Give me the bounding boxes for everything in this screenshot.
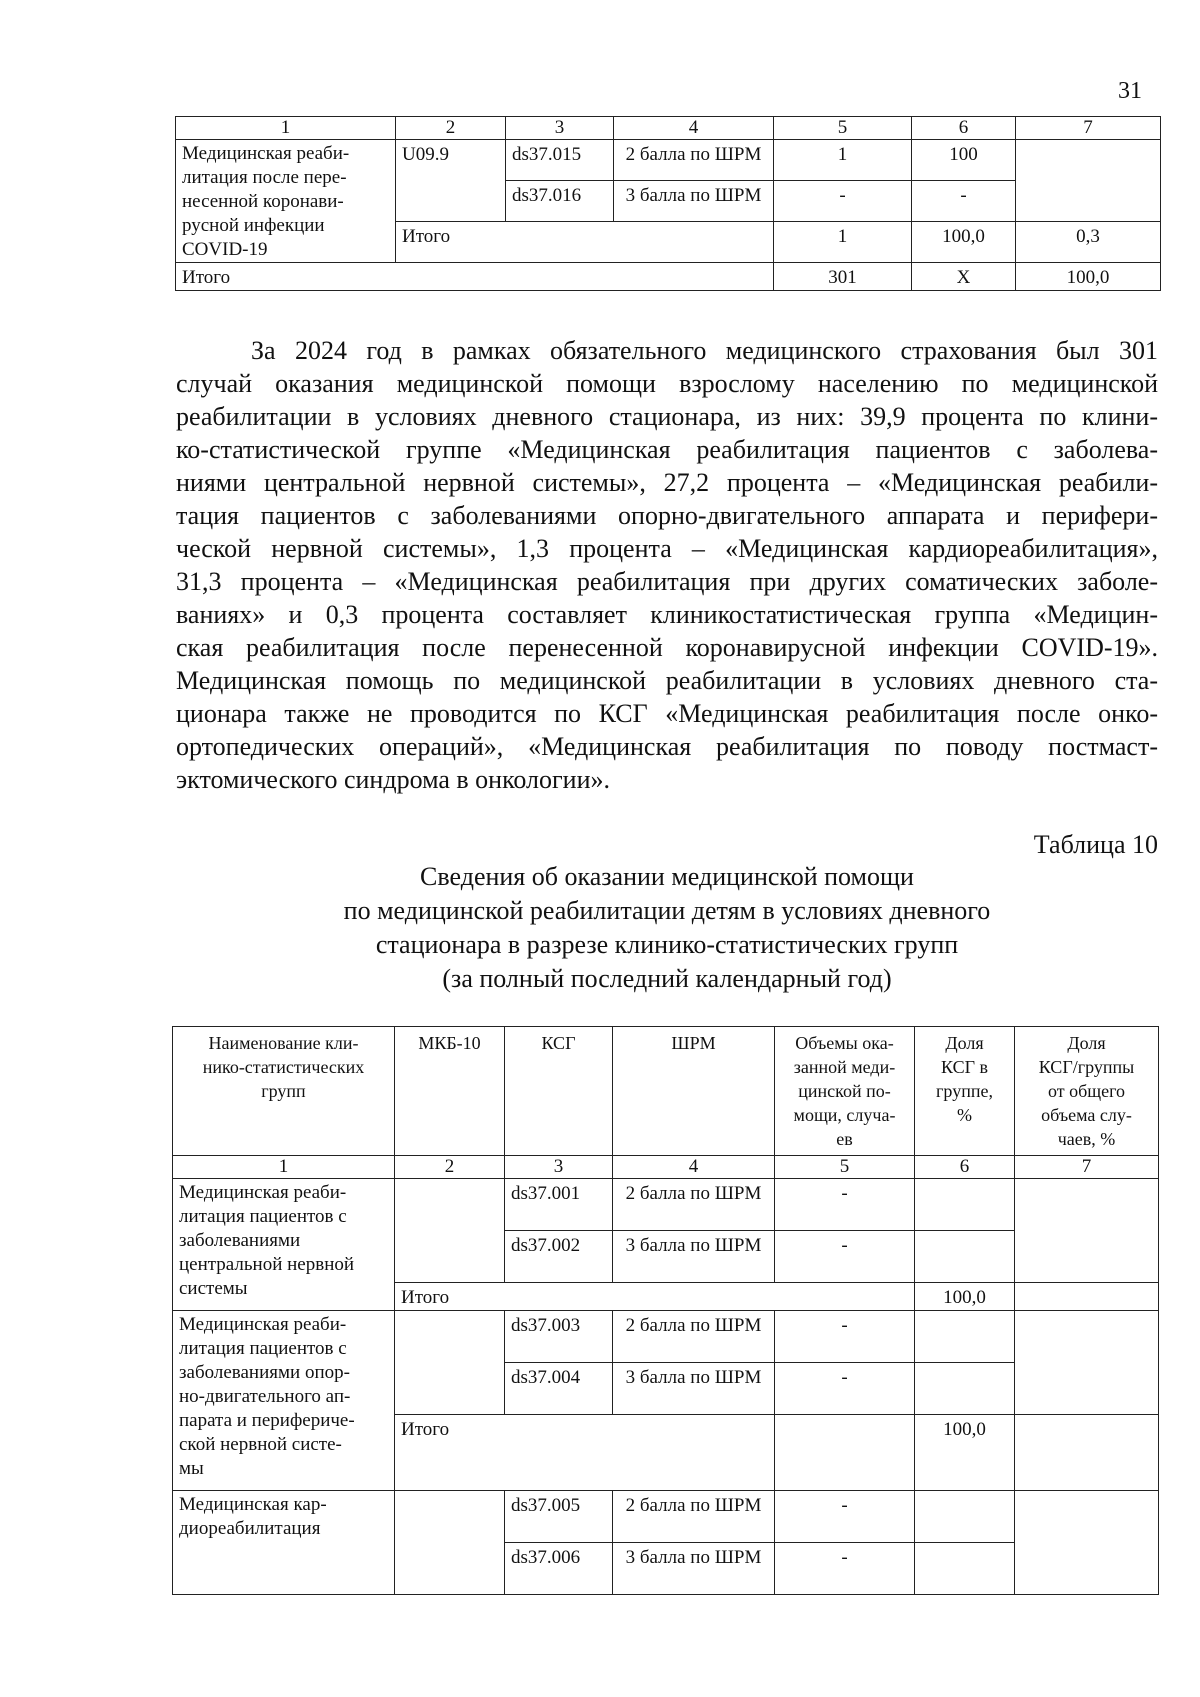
- col-number: 5: [774, 117, 912, 140]
- shrm-cell: 2 балла по ШРМ: [613, 1179, 775, 1231]
- volume-cell: -: [775, 1491, 915, 1543]
- shrm-cell: 2 балла по ШРМ: [613, 1311, 775, 1363]
- header-volume: Объемы ока- занной меди- цинской по- мощи, случа- ев: [775, 1027, 915, 1156]
- column-number-row: [176, 117, 1161, 140]
- share-cell: 100: [912, 140, 1016, 181]
- header-share-total: Доля КСГ/группы от общего объема слу- чаев, %: [1015, 1027, 1159, 1156]
- paragraph-line: ческой нервной системы», 1,3 процента – «Медицинская кардиореабилитация»,: [176, 534, 1158, 563]
- subtotal-label: Итого: [395, 1415, 775, 1491]
- volume-cell: -: [775, 1231, 915, 1283]
- column-number-row: [173, 1156, 1159, 1179]
- col-number: 2: [395, 1156, 505, 1179]
- col-number: 6: [912, 117, 1016, 140]
- paragraph-line: ционара также не проводится по КСГ «Медицинская реабилитация после онко-: [176, 699, 1158, 728]
- paragraph-line: реабилитации в условиях дневного стационара, из них: 39,9 процента по клини-: [176, 402, 1158, 431]
- total-share: X: [912, 263, 1016, 291]
- subtotal-volume: [775, 1415, 915, 1491]
- header-row: [173, 1027, 1159, 1156]
- table-row: [173, 1311, 1159, 1363]
- volume-cell: 1: [774, 140, 912, 181]
- group-name-cell: Медицинская реаби- литация пациентов с заболеваниями центральной нервной системы: [173, 1179, 395, 1311]
- subtotal-label: Итого: [396, 222, 774, 263]
- volume-cell: -: [775, 1311, 915, 1363]
- paragraph-line: Медицинская помощь по медицинской реабилитации в условиях дневного ста-: [176, 666, 1158, 695]
- col-number: 4: [613, 1156, 775, 1179]
- ksg-cell: ds37.002: [505, 1231, 613, 1283]
- subtotal-share-total: [1015, 1283, 1159, 1311]
- share-cell: [915, 1543, 1015, 1595]
- table-row: [173, 1491, 1159, 1543]
- total-label: Итого: [176, 263, 774, 291]
- subtotal-share-total: [1015, 1415, 1159, 1491]
- group-name-cell: Медицинская реаби- литация пациентов с заболеваниями опор- но-двигательного ап- парата и перифериче- ской нервной систе- мы: [173, 1311, 395, 1491]
- table-continuation: [175, 116, 1161, 291]
- shrm-cell: 2 балла по ШРМ: [613, 1491, 775, 1543]
- body-paragraph: [176, 334, 1158, 796]
- mkb-cell: U09.9: [396, 140, 506, 222]
- col-number: 1: [176, 117, 396, 140]
- ksg-cell: ds37.003: [505, 1311, 613, 1363]
- group-name-cell: Медицинская кар- диореабилитация: [173, 1491, 395, 1595]
- subtotal-label: Итого: [395, 1283, 915, 1311]
- paragraph-line: ская реабилитация после перенесенной коронавирусной инфекции COVID-19».: [176, 633, 1158, 662]
- table-10: [172, 1026, 1159, 1595]
- shrm-cell: 3 балла по ШРМ: [613, 1231, 775, 1283]
- col-number: 2: [396, 117, 506, 140]
- share-cell: [915, 1491, 1015, 1543]
- ksg-cell: ds37.005: [505, 1491, 613, 1543]
- col-number: 5: [775, 1156, 915, 1179]
- ksg-cell: ds37.004: [505, 1363, 613, 1415]
- share-cell: [915, 1179, 1015, 1231]
- header-group-name: Наименование кли- нико-статистических групп: [173, 1027, 395, 1156]
- total-share-total: 100,0: [1016, 263, 1161, 291]
- table-title: [176, 860, 1158, 996]
- mkb-cell: [395, 1311, 505, 1415]
- subtotal-share: 100,0: [912, 222, 1016, 263]
- subtotal-volume: 1: [774, 222, 912, 263]
- subtotal-share-total: 0,3: [1016, 222, 1161, 263]
- table-title-line: (за полный последний календарный год): [442, 964, 892, 993]
- col-number: 7: [1015, 1156, 1159, 1179]
- volume-cell: -: [775, 1543, 915, 1595]
- paragraph-line: За 2024 год в рамках обязательного медицинского страхования был 301: [251, 336, 1158, 365]
- paragraph-line: тация пациентов с заболеваниями опорно-двигательного аппарата и перифери-: [176, 501, 1158, 530]
- table-title-line: по медицинской реабилитации детям в условиях дневного: [343, 896, 991, 925]
- share-cell: [915, 1363, 1015, 1415]
- paragraph-line: ваниях» и 0,3 процента составляет клиникостатистическая группа «Медицин-: [176, 600, 1158, 629]
- paragraph-line: 31,3 процента – «Медицинская реабилитация при других соматических заболе-: [176, 567, 1158, 596]
- group-name-cell: Медицинская реаби- литация после пере- несенной коронави- русной инфекции COVID-19: [176, 140, 396, 263]
- header-mkb: МКБ-10: [395, 1027, 505, 1156]
- table-title-line: стационара в разрезе клинико-статистических групп: [375, 930, 959, 959]
- paragraph-line: эктомического синдрома в онкологии».: [176, 765, 611, 794]
- share-total-cell: [1015, 1179, 1159, 1283]
- col-number: 1: [173, 1156, 395, 1179]
- col-number: 7: [1016, 117, 1161, 140]
- ksg-cell: ds37.006: [505, 1543, 613, 1595]
- share-total-cell: [1015, 1311, 1159, 1415]
- shrm-cell: 3 балла по ШРМ: [613, 1363, 775, 1415]
- paragraph-line: случай оказания медицинской помощи взрослому населению по медицинской: [176, 369, 1158, 398]
- volume-cell: -: [775, 1179, 915, 1231]
- table-row: [176, 140, 1161, 181]
- ksg-cell: ds37.016: [506, 181, 614, 222]
- mkb-cell: [395, 1179, 505, 1283]
- table-row: [173, 1179, 1159, 1231]
- share-cell: [915, 1231, 1015, 1283]
- paragraph-line: ко-статистической группе «Медицинская реабилитация пациентов с заболева-: [176, 435, 1158, 464]
- total-volume: 301: [774, 263, 912, 291]
- share-total-cell: [1015, 1491, 1159, 1595]
- paragraph-line: ортопедических операций», «Медицинская реабилитация по поводу постмаст-: [176, 732, 1158, 761]
- subtotal-share: 100,0: [915, 1415, 1015, 1491]
- shrm-cell: 3 балла по ШРМ: [613, 1543, 775, 1595]
- table-title-line: Сведения об оказании медицинской помощи: [420, 862, 914, 891]
- total-row: [176, 263, 1161, 291]
- paragraph-line: ниями центральной нервной системы», 27,2 процента – «Медицинская реабили-: [176, 468, 1158, 497]
- header-share-in-group: Доля КСГ в группе, %: [915, 1027, 1015, 1156]
- shrm-cell: 2 балла по ШРМ: [614, 140, 774, 181]
- ksg-cell: ds37.001: [505, 1179, 613, 1231]
- mkb-cell: [395, 1491, 505, 1595]
- col-number: 4: [614, 117, 774, 140]
- share-cell: [915, 1311, 1015, 1363]
- header-shrm: ШРМ: [613, 1027, 775, 1156]
- share-total-cell: [1016, 140, 1161, 222]
- page-number: 31: [1118, 78, 1142, 104]
- ksg-cell: ds37.015: [506, 140, 614, 181]
- header-ksg: КСГ: [505, 1027, 613, 1156]
- col-number: 6: [915, 1156, 1015, 1179]
- volume-cell: -: [774, 181, 912, 222]
- volume-cell: -: [775, 1363, 915, 1415]
- subtotal-share: 100,0: [915, 1283, 1015, 1311]
- shrm-cell: 3 балла по ШРМ: [614, 181, 774, 222]
- col-number: 3: [505, 1156, 613, 1179]
- share-cell: -: [912, 181, 1016, 222]
- col-number: 3: [506, 117, 614, 140]
- table-label: Таблица 10: [1033, 830, 1158, 859]
